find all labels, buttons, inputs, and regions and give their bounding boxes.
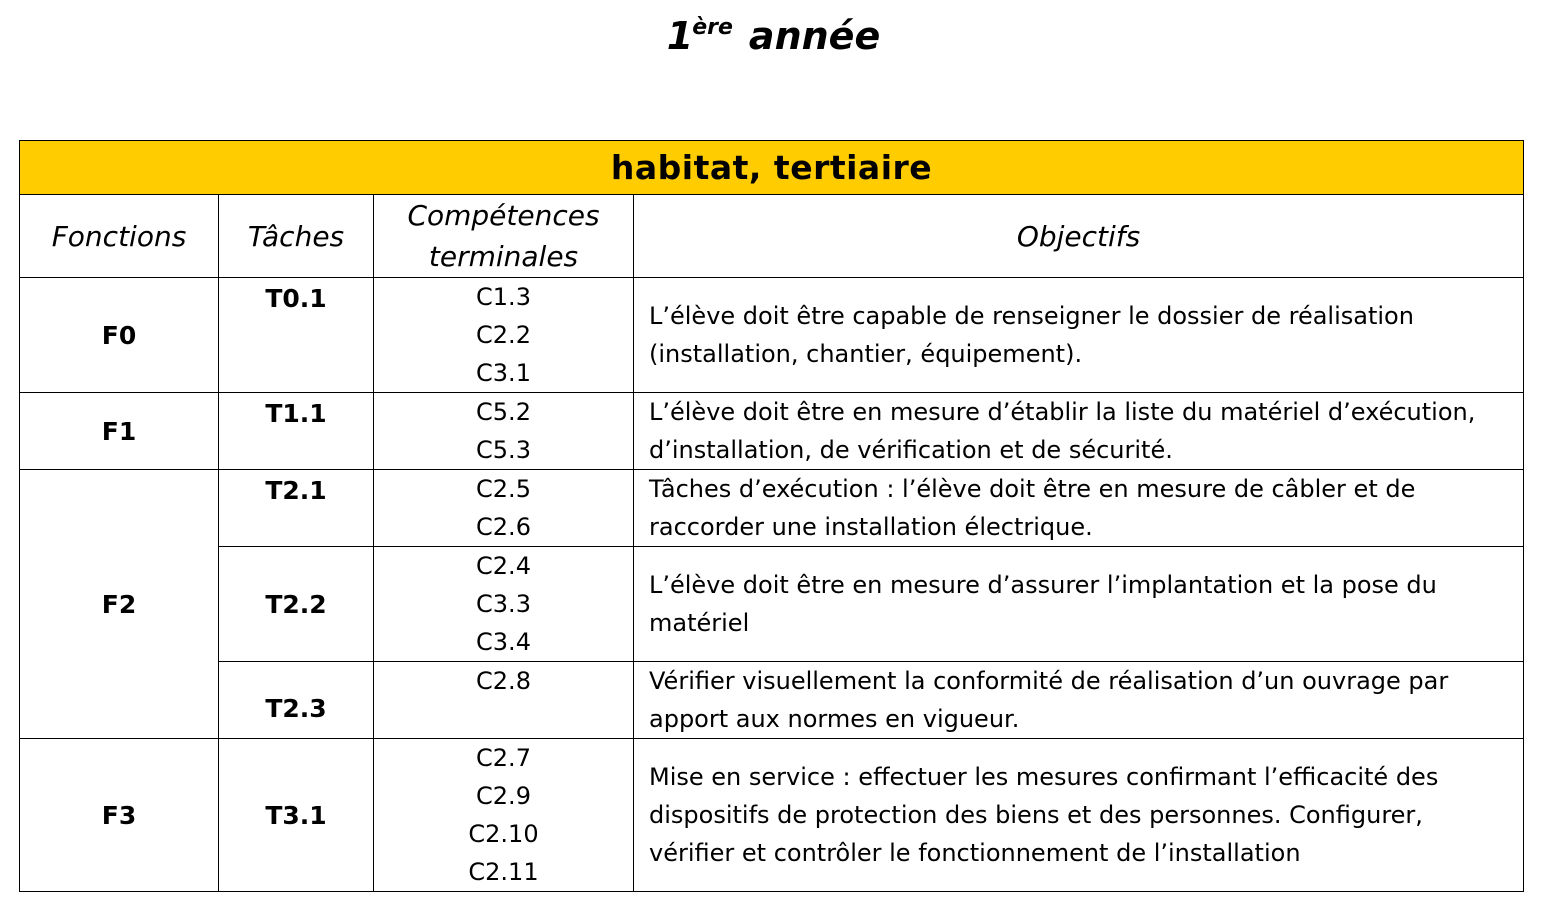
competence-item: C3.4 [476, 628, 531, 656]
objectif-cell: L’élève doit être capable de renseigner le dossier de réalisation (installation, chantier, équipement). [634, 278, 1524, 393]
page-title [0, 4, 1547, 60]
banner-row [20, 141, 1524, 195]
competence-item: C2.5 [476, 475, 531, 503]
fonction-cell: F0 [20, 278, 219, 393]
tache-cell: T2.1 [219, 470, 374, 547]
header-row [20, 195, 1524, 278]
table-row [20, 470, 1524, 547]
competence-item: C5.2 [476, 398, 531, 426]
tache-cell: T2.3 [219, 662, 374, 739]
competence-item: C3.1 [476, 359, 531, 387]
table-row [20, 278, 1524, 393]
competence-item: C2.2 [476, 321, 531, 349]
header-objectifs: Objectifs [634, 195, 1524, 278]
tache-cell: T2.2 [219, 547, 374, 662]
objectif-cell: L’élève doit être en mesure d’assurer l’implantation et la pose du matériel [634, 547, 1524, 662]
competences-cell [374, 547, 634, 662]
table-row [20, 547, 1524, 662]
objectif-cell: Vérifier visuellement la conformité de réalisation d’un ouvrage par apport aux normes en vigueur. [634, 662, 1524, 739]
competences-cell [374, 278, 634, 393]
table-row [20, 662, 1524, 739]
competence-item: C2.8 [476, 667, 531, 695]
title-number: 1 [666, 14, 692, 58]
objectif-cell: Mise en service : effectuer les mesures confirmant l’efficacité des dispositifs de protection des biens et des personnes. Configurer, vérifier et contrôler le fonctionnement de l’installation [634, 739, 1524, 892]
fonction-cell: F1 [20, 393, 219, 470]
header-competences-line2: terminales [428, 240, 579, 273]
competences-cell [374, 662, 634, 739]
tache-cell: T1.1 [219, 393, 374, 470]
tache-cell: T3.1 [219, 739, 374, 892]
objectif-cell: Tâches d’exécution : l’élève doit être en mesure de câbler et de raccorder une installation électrique. [634, 470, 1524, 547]
competence-item: C3.3 [476, 590, 531, 618]
header-competences [374, 195, 634, 278]
competences-table [19, 140, 1524, 892]
competences-cell [374, 739, 634, 892]
header-taches: Tâches [219, 195, 374, 278]
competence-item: C1.3 [476, 283, 531, 311]
competences-cell [374, 393, 634, 470]
competence-item: C2.7 [476, 744, 531, 772]
fonction-cell: F3 [20, 739, 219, 892]
header-competences-line1: Compétences [407, 199, 600, 232]
competence-item: C2.10 [468, 820, 539, 848]
fonction-cell: F2 [20, 470, 219, 739]
competence-item: C2.4 [476, 552, 531, 580]
competence-item: C2.9 [476, 782, 531, 810]
competence-item: C2.6 [476, 513, 531, 541]
competence-item: C5.3 [476, 436, 531, 464]
title-word: année [748, 14, 881, 58]
title-superscript: ère [692, 15, 733, 40]
competence-item: C2.11 [468, 858, 539, 886]
tache-cell: T0.1 [219, 278, 374, 393]
objectif-cell: L’élève doit être en mesure d’établir la liste du matériel d’exécution, d’installation, de vérification et de sécurité. [634, 393, 1524, 470]
table-row [20, 393, 1524, 470]
table-row [20, 739, 1524, 892]
header-fonctions: Fonctions [20, 195, 219, 278]
competences-cell [374, 470, 634, 547]
table-banner: habitat, tertiaire [20, 141, 1524, 195]
